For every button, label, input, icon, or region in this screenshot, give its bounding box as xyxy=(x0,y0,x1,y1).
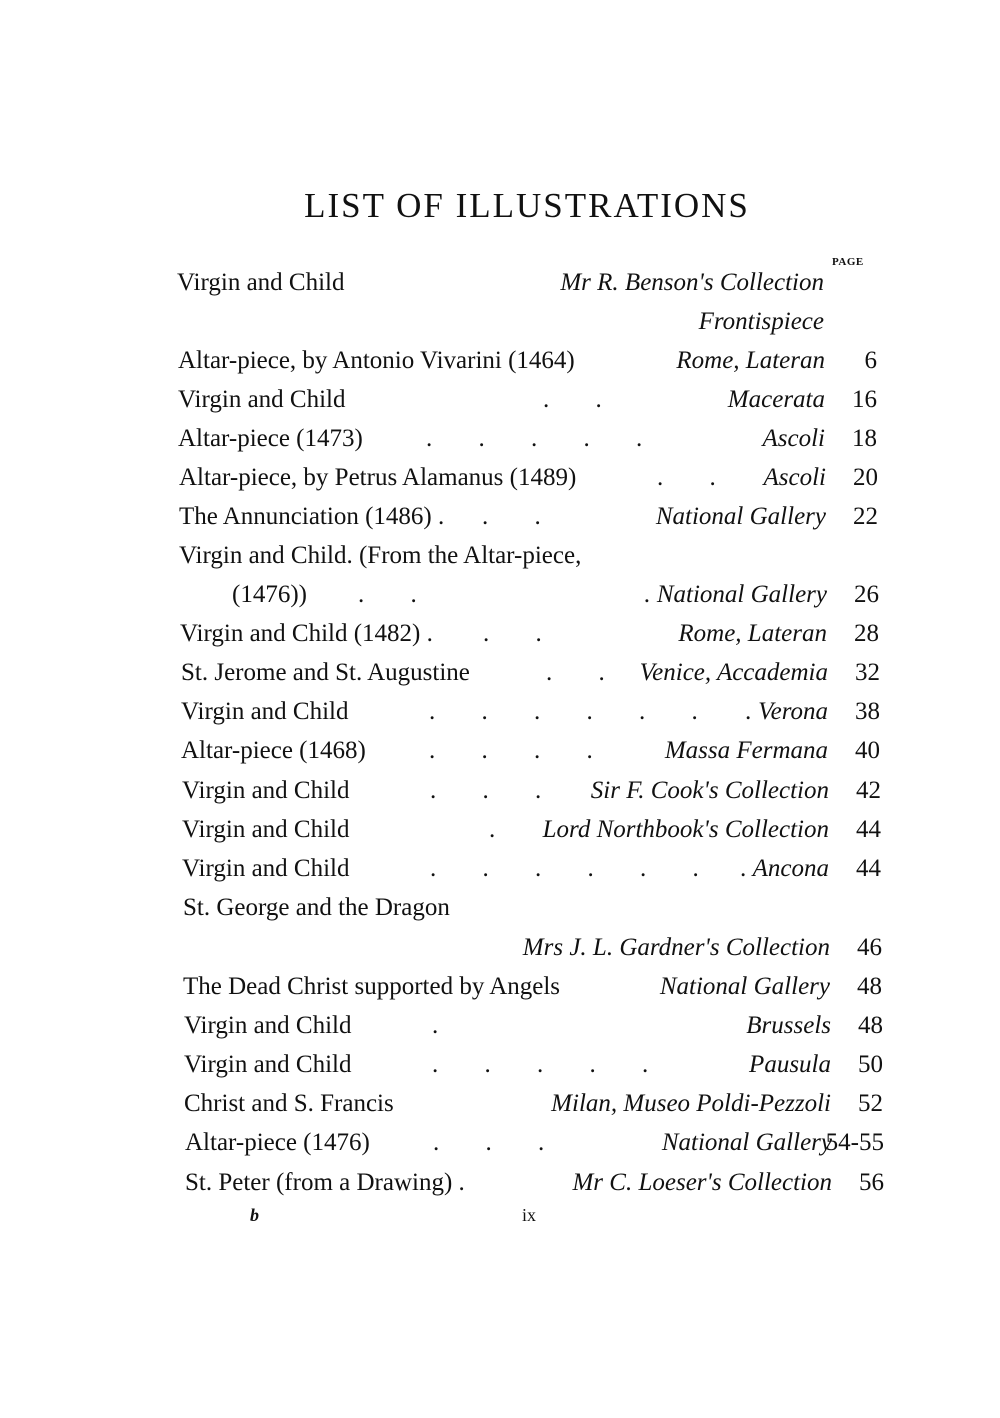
leader-dots: . . xyxy=(657,464,716,491)
illustration-title: (1476)) xyxy=(232,581,307,608)
illustration-title: Virgin and Child xyxy=(181,698,349,725)
illustration-location: Ascoli xyxy=(762,425,825,452)
list-item xyxy=(0,502,1000,541)
illustration-page-number: 52 xyxy=(858,1090,883,1117)
leader-dots: . . xyxy=(358,581,417,608)
illustration-title: Virgin and Child xyxy=(178,386,346,413)
illustration-page-number: 50 xyxy=(858,1051,883,1078)
list-item xyxy=(0,346,1000,385)
illustration-location: Mr C. Loeser's Collection xyxy=(572,1169,832,1196)
illustration-location: Rome, Lateran xyxy=(678,620,827,647)
list-item xyxy=(0,972,1000,1011)
list-item xyxy=(0,463,1000,502)
illustration-title: The Annunciation (1486) . xyxy=(179,503,445,530)
leader-dots: . . xyxy=(483,620,542,647)
illustration-location: . Verona xyxy=(745,698,828,725)
list-item xyxy=(0,697,1000,736)
illustration-page-number: 16 xyxy=(852,386,877,413)
illustration-location: . National Gallery xyxy=(644,581,827,608)
illustration-title: Virgin and Child xyxy=(177,269,345,296)
list-item xyxy=(0,933,1000,972)
illustration-title: St. Jerome and St. Augustine xyxy=(181,659,470,686)
illustration-title: St. George and the Dragon xyxy=(183,894,450,921)
list-item xyxy=(0,1050,1000,1089)
illustration-page-number: 28 xyxy=(854,620,879,647)
illustration-page-number: 32 xyxy=(855,659,880,686)
leader-dots: . . xyxy=(546,659,605,686)
illustration-page-number: 44 xyxy=(856,816,881,843)
list-item xyxy=(0,580,1000,619)
illustration-title: Virgin and Child xyxy=(182,816,350,843)
illustration-page-number: 6 xyxy=(864,347,877,374)
illustration-page-number: 42 xyxy=(856,777,881,804)
illustration-location: Macerata xyxy=(727,386,825,413)
list-item xyxy=(0,893,1000,932)
illustration-title: Virgin and Child xyxy=(182,777,350,804)
list-item xyxy=(0,815,1000,854)
illustration-page-number: 40 xyxy=(855,737,880,764)
illustration-location: Mrs J. L. Gardner's Collection xyxy=(522,934,830,961)
illustration-title: Virgin and Child. (From the Altar-piece, xyxy=(179,542,582,569)
list-item xyxy=(0,424,1000,463)
illustration-title: Virgin and Child xyxy=(182,855,350,882)
illustration-location: Milan, Museo Poldi-Pezzoli xyxy=(551,1090,831,1117)
list-item xyxy=(0,307,1000,346)
list-item xyxy=(0,541,1000,580)
list-item xyxy=(0,385,1000,424)
illustration-location: Pausula xyxy=(749,1051,831,1078)
illustration-title: Virgin and Child xyxy=(184,1051,352,1078)
leader-dots: . . . . xyxy=(429,737,593,764)
illustration-location: Brussels xyxy=(746,1012,831,1039)
illustration-page-number: 54-55 xyxy=(825,1129,884,1156)
leader-dots: . . . xyxy=(430,777,542,804)
illustration-title: Altar-piece (1476) xyxy=(185,1129,370,1156)
illustration-page-number: 26 xyxy=(854,581,879,608)
leader-dots: . . . . . xyxy=(426,425,643,452)
list-item xyxy=(0,1089,1000,1128)
illustration-title: St. Peter (from a Drawing) . xyxy=(185,1169,465,1196)
illustration-title: Virgin and Child xyxy=(184,1012,352,1039)
illustration-location: Lord Northbook's Collection xyxy=(542,816,829,843)
leader-dots: . . . . . . xyxy=(430,855,699,882)
page-title: LIST OF ILLUSTRATIONS xyxy=(304,186,750,225)
illustration-title: Altar-piece (1473) xyxy=(178,425,363,452)
illustration-title: The Dead Christ supported by Angels xyxy=(183,973,561,1000)
illustration-location: Sir F. Cook's Collection xyxy=(590,777,829,804)
leader-dots: . . . xyxy=(433,1129,545,1156)
illustration-location: . Ancona xyxy=(740,855,829,882)
illustration-location: National Gallery xyxy=(659,973,830,1000)
illustration-page-number: 18 xyxy=(852,425,877,452)
illustration-title: Altar-piece, by Antonio Vivarini (1464) xyxy=(178,347,575,374)
illustration-page-number: 48 xyxy=(857,973,882,1000)
illustration-location: Venice, Accademia xyxy=(639,659,828,686)
list-item xyxy=(0,619,1000,658)
list-item xyxy=(0,658,1000,697)
illustration-title: Virgin and Child (1482) . xyxy=(180,620,433,647)
illustration-location: Rome, Lateran xyxy=(676,347,825,374)
signature-mark: b xyxy=(250,1205,259,1225)
illustration-page-number: 46 xyxy=(857,934,882,961)
illustration-location: Frontispiece xyxy=(698,308,824,335)
illustration-location: National Gallery xyxy=(661,1129,832,1156)
page-number: ix xyxy=(522,1205,537,1225)
list-item xyxy=(0,1128,1000,1167)
illustration-page-number: 38 xyxy=(855,698,880,725)
leader-dots: . . xyxy=(482,503,541,530)
leader-dots: . . xyxy=(543,386,602,413)
illustration-title: Altar-piece, by Petrus Alamanus (1489) xyxy=(179,464,577,491)
leader-dots: . xyxy=(432,1012,439,1039)
illustration-location: Ascoli xyxy=(763,464,826,491)
leader-dots: . . . . . . xyxy=(429,698,698,725)
illustration-title: Christ and S. Francis xyxy=(184,1090,394,1117)
illustration-page-number: 44 xyxy=(856,855,881,882)
illustration-title: Altar-piece (1468) xyxy=(181,737,366,764)
leader-dots: . xyxy=(489,816,496,843)
illustration-page-number: 20 xyxy=(853,464,878,491)
list-item xyxy=(0,1168,1000,1207)
list-item xyxy=(0,1011,1000,1050)
illustration-location: National Gallery xyxy=(655,503,826,530)
page-column-header: PAGE xyxy=(832,256,864,268)
illustration-location: Massa Fermana xyxy=(664,737,828,764)
list-item xyxy=(0,776,1000,815)
illustration-page-number: 22 xyxy=(853,503,878,530)
leader-dots: . . . . . xyxy=(432,1051,649,1078)
list-item xyxy=(0,268,1000,307)
list-item xyxy=(0,736,1000,775)
list-item xyxy=(0,854,1000,893)
illustration-location: Mr R. Benson's Collection xyxy=(560,269,824,296)
illustration-page-number: 48 xyxy=(858,1012,883,1039)
illustration-page-number: 56 xyxy=(859,1169,884,1196)
